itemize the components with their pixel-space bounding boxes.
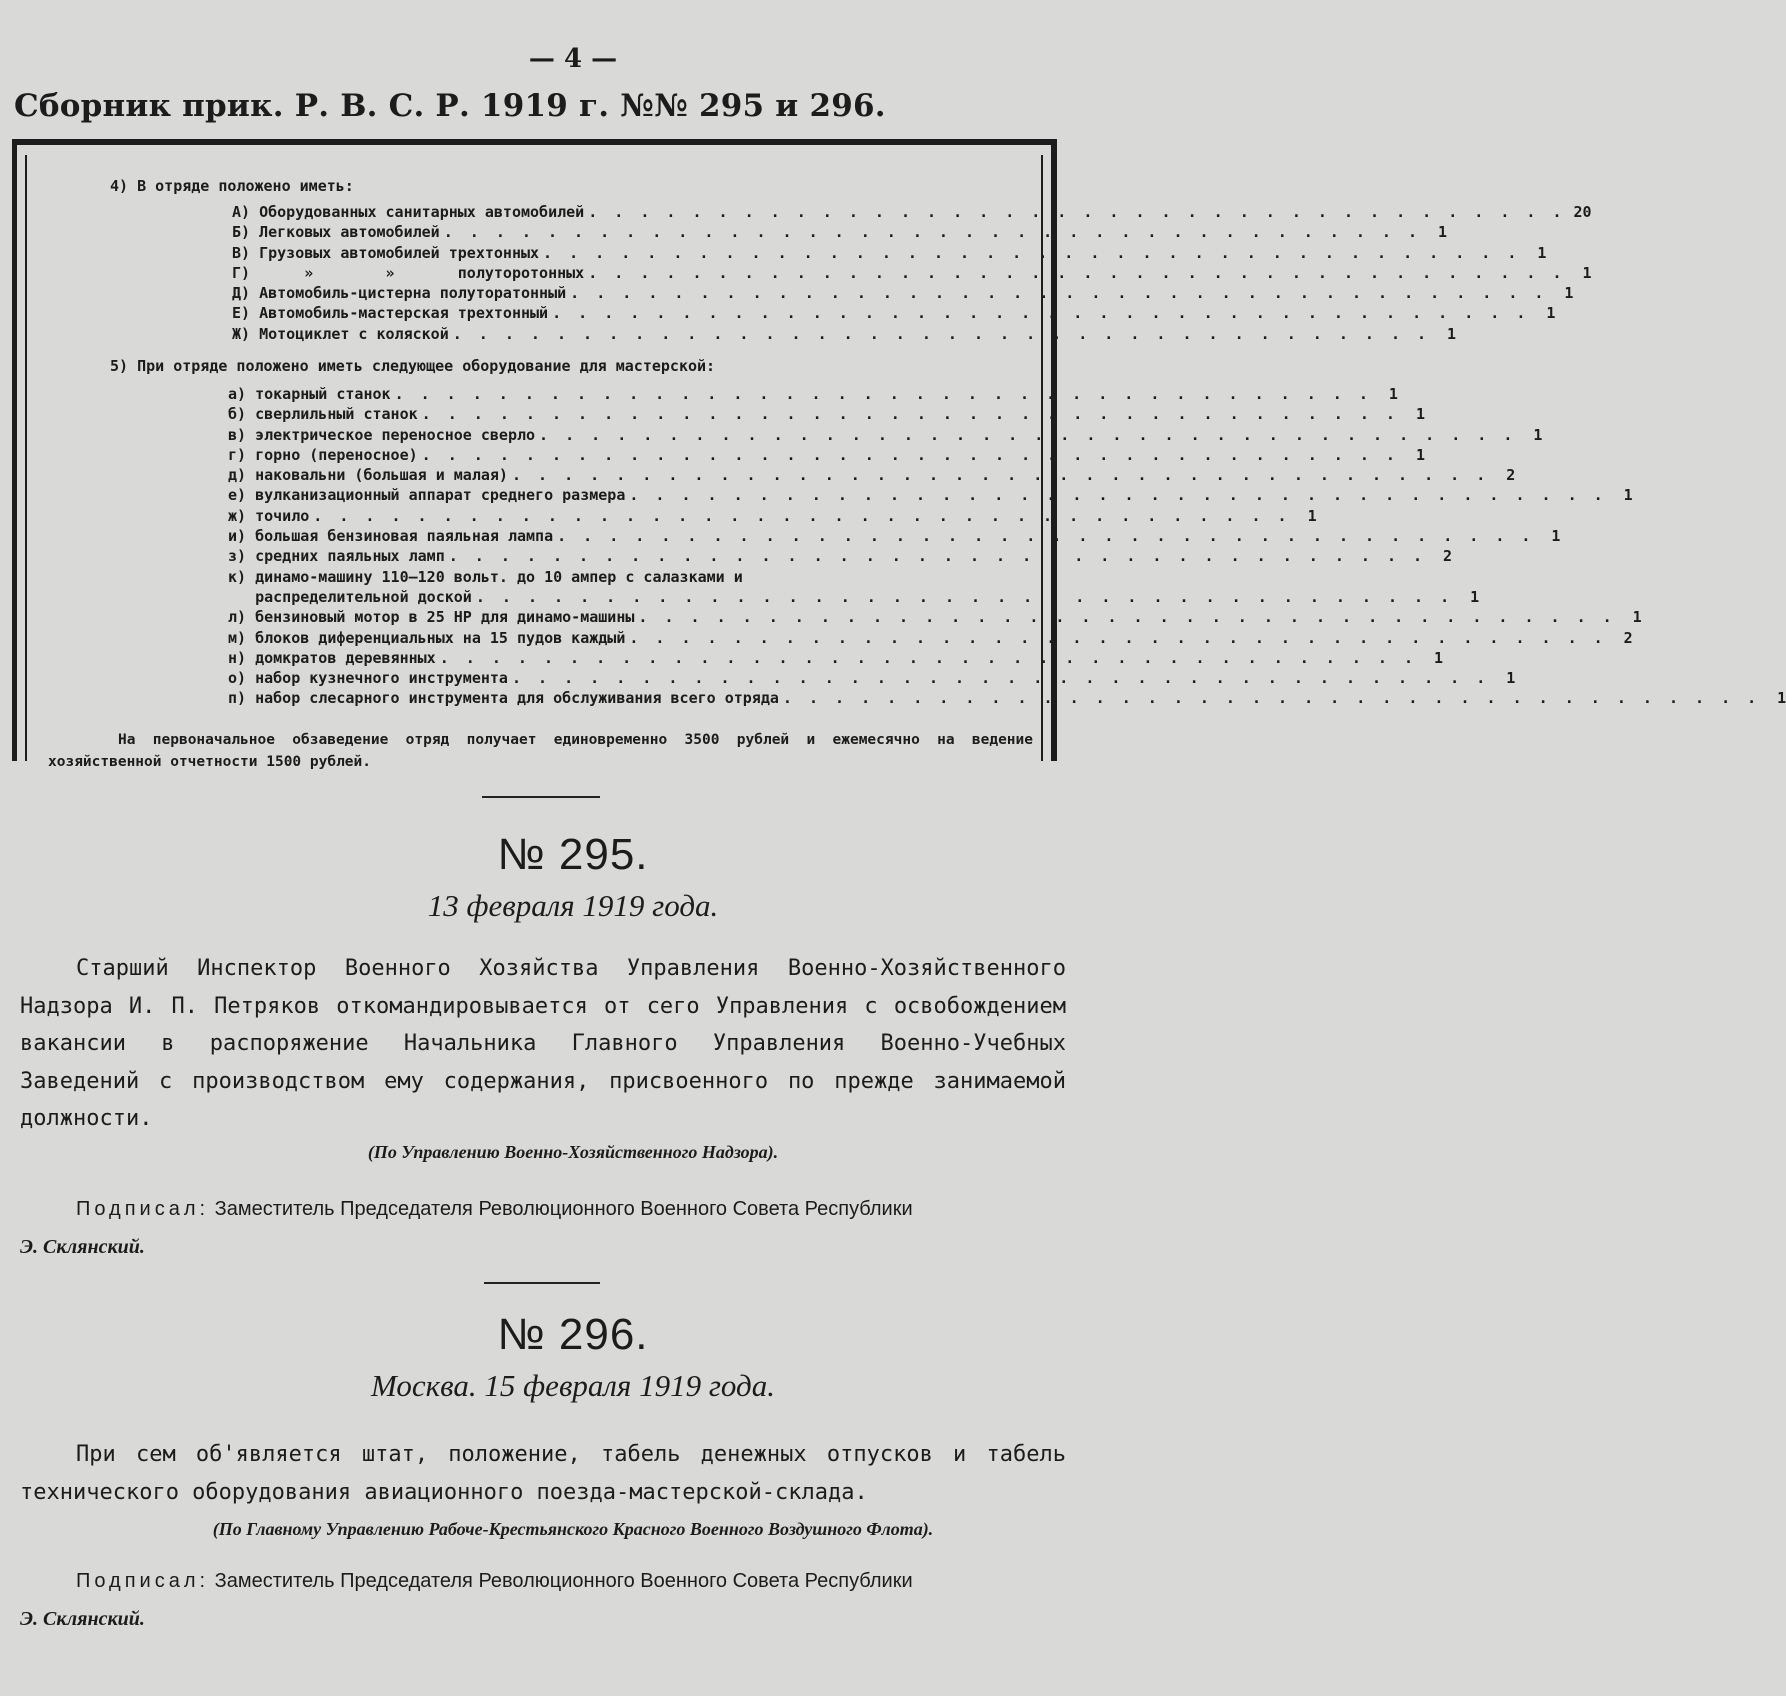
list-item <box>228 567 850 587</box>
divider <box>484 1282 600 1284</box>
order-296-text: При сем об'является штат, положение, табель денежных отпусков и табель технического оборудования авиационного поезда-мастерской-склада. <box>20 1442 1066 1505</box>
dot-leader: . . . . . . . . . . . . . . . . . . . . . . . . . . . . . . . . . . . . . . <box>448 547 1427 566</box>
dot-leader: . . . . . . . . . . . . . . . . . . . . . . . . . . . . . . . . . . . . . . <box>511 466 1490 485</box>
order-296-signed <box>20 1562 1080 1638</box>
list-item <box>228 485 1633 505</box>
section-4-title: 4) В отряде положено иметь: <box>110 177 354 195</box>
signed-title: Заместитель Председателя Революционного Военного Совета Республики <box>214 1570 913 1592</box>
item-name: м) блоков диференциальных на 15 пудов каждый <box>228 628 626 647</box>
item-quantity: 1 <box>1564 284 1574 303</box>
divider <box>482 796 600 798</box>
order-296-number: № 296. <box>497 1310 649 1359</box>
section-5-title: 5) При отряде положено иметь следующее оборудование для мастерской: <box>110 357 716 375</box>
dot-leader: . . . . . . . . . . . . . . . . . . . . . . . . . . . . . . . . . . . . . . <box>421 405 1399 424</box>
item-quantity: 1 <box>1415 405 1425 424</box>
dot-leader: . . . . . . . . . . . . . . . . . . . . . . . . . . . . . . . . . . . . . . <box>539 425 1517 444</box>
list-item <box>232 222 1448 242</box>
item-quantity: 1 <box>1533 425 1543 444</box>
item-name: в) электрическое переносное сверло <box>228 425 536 444</box>
list-item <box>228 404 1425 424</box>
item-name: А) Оборудованных санитарных автомобилей <box>232 203 585 221</box>
item-name: ж) точило <box>228 506 310 525</box>
item-quantity: 1 <box>1506 669 1516 688</box>
item-name: л) бензиновый мотор в 25 НР для динамо-машины <box>228 608 635 627</box>
item-quantity: 1 <box>1537 243 1547 262</box>
signer-name: Э. Склянский. <box>20 1608 145 1630</box>
list-item <box>228 425 1543 445</box>
dot-leader: . . . . . . . . . . . . . . . . . . . . . . . . . . . . . . . . . . . . . . <box>439 648 1418 667</box>
dot-leader: . . . . . . . . . . . . . . . . . . . . . . . . . . . . . . . . . . . . . . <box>638 608 1616 627</box>
dot-leader: . . . . . . . . . . . . . . . . . . . . . . . . . . . . . . . . . . . . . . <box>782 689 1761 708</box>
item-name: распределительной доской <box>228 587 472 606</box>
dot-leader: . . . . . . . . . . . . . . . . . . . . . . . . . . . . . . . . . . . . . . <box>543 243 1521 262</box>
item-name: Г) » » полуторотонных <box>232 263 585 282</box>
dot-leader: . . . . . . . . . . . . . . . . . . . . . . . . . . . . . . . . . . . . . . <box>588 203 1566 221</box>
signed-title: Заместитель Председателя Революционного Военного Совета Республики <box>214 1198 913 1220</box>
list-item <box>228 526 1561 546</box>
item-name: б) сверлильный станок <box>228 405 418 424</box>
item-quantity: 2 <box>1443 547 1453 566</box>
section-5-list <box>228 384 1786 709</box>
item-name: г) горно (переносное) <box>228 445 418 464</box>
list-item <box>228 688 1786 708</box>
item-name: к) динамо-машину 110—120 вольт. до 10 ампер с салазками и <box>228 567 743 586</box>
item-name: о) набор кузнечного инструмента <box>228 669 508 688</box>
signed-label: Подписал: <box>76 1570 210 1592</box>
item-name: з) средних паяльных ламп <box>228 547 445 566</box>
item-quantity: 1 <box>1632 608 1642 627</box>
signed-label: Подписал: <box>76 1198 210 1220</box>
item-quantity: 1 <box>1551 527 1561 546</box>
list-item <box>228 668 1516 688</box>
list-item <box>228 384 1398 404</box>
list-item <box>228 445 1425 465</box>
list-item <box>228 546 1453 566</box>
list-item <box>232 263 1592 283</box>
list-item <box>232 283 1574 303</box>
signer-name: Э. Склянский. <box>20 1236 145 1258</box>
list-item <box>228 465 1516 485</box>
item-quantity: 1 <box>1623 486 1633 505</box>
page-number: — 4 — <box>528 44 618 74</box>
item-quantity: 2 <box>1506 466 1516 485</box>
item-quantity: 2 <box>1623 628 1633 647</box>
box-note: На первоначальное обзаведение отряд получает единовременно 3500 рублей и ежемесячно на ведение хозяйственной отчетности 1500 рублей. <box>48 732 1033 770</box>
dot-leader: . . . . . . . . . . . . . . . . . . . . . . . . . . . . . . . . . . . . . . <box>557 527 1535 546</box>
item-name: д) наковальни (большая и малая) <box>228 466 508 485</box>
list-item <box>232 202 1592 222</box>
order-295-date: 13 февраля 1919 года. <box>427 888 719 923</box>
order-296-date: Москва. 15 февраля 1919 года. <box>371 1368 775 1403</box>
item-name: Б) Легковых автомобилей <box>232 223 440 242</box>
item-quantity: 1 <box>1438 223 1448 242</box>
item-quantity: 1 <box>1307 506 1317 525</box>
item-quantity: 1 <box>1388 385 1398 403</box>
dot-leader: . . . . . . . . . . . . . . . . . . . . . . . . . . . . . . . . . . . . . . <box>452 324 1431 343</box>
dot-leader: . . . . . . . . . . . . . . . . . . . . . . . . . . . . . . . . . . . . . . <box>394 385 1372 403</box>
order-296-source: (По Главному Управлению Рабоче-Крестьянского Красного Военного Воздушного Флота). <box>212 1519 934 1539</box>
item-name: а) токарный станок <box>228 385 391 403</box>
item-quantity: 1 <box>1470 587 1480 606</box>
item-name: Е) Автомобиль-мастерская трехтонный <box>232 304 549 323</box>
item-name: е) вулканизационный аппарат среднего размера <box>228 486 626 505</box>
list-item <box>228 628 1633 648</box>
item-name: Ж) Мотоциклет с коляской <box>232 324 449 343</box>
section-4-list <box>232 202 1592 344</box>
list-item <box>228 587 1480 607</box>
dot-leader: . . . . . . . . . . . . . . . . . . . . . . . . . . . . . . . . . . . . . . <box>588 263 1566 282</box>
list-item <box>228 506 1317 526</box>
dot-leader: . . . . . . . . . . . . . . . . . . . . . . . . . . . . . . . . . . . . . . <box>552 304 1530 323</box>
dot-leader: . . . . . . . . . . . . . . . . . . . . . . . . . . . . . . . . . . . . . . <box>570 284 1548 303</box>
running-title: Сборник прик. Р. В. С. Р. 1919 г. №№ 295 и 296. <box>14 88 886 124</box>
item-quantity: 1 <box>1582 263 1592 282</box>
order-295-number: № 295. <box>497 830 649 879</box>
item-name: Д) Автомобиль-цистерна полуторатонный <box>232 284 567 303</box>
dot-leader: . . . . . . . . . . . . . . . . . . . . . . . . . . . . . . . . . . . . . . <box>443 223 1422 242</box>
item-quantity: 1 <box>1434 648 1444 667</box>
item-quantity: 1 <box>1777 689 1786 708</box>
item-quantity: 1 <box>1415 445 1425 464</box>
order-295-signed <box>20 1190 1080 1266</box>
dot-leader: . . . . . . . . . . . . . . . . . . . . . . . . . . . . . . . . . . . . . . <box>629 628 1607 647</box>
list-item <box>228 648 1444 668</box>
item-name: п) набор слесарного инструмента для обслуживания всего отряда <box>228 689 779 708</box>
list-item <box>228 607 1642 627</box>
dot-leader: . . . . . . . . . . . . . . . . . . . . . . . . . . . . . . . . . . . . . . <box>475 587 1454 606</box>
item-quantity: 1 <box>1447 324 1457 343</box>
item-quantity: 20 <box>1573 203 1592 221</box>
item-quantity: 1 <box>1546 304 1556 323</box>
order-295-text: Старший Инспектор Военного Хозяйства Управления Военно-Хозяйственного Надзора И. П. Петряков откомандировывается от сего Управления с освобождением вакансии в распоряжение Начальника Главного Управления Военно-Учебных Заведений с производством ему содержания, присвоенного по прежде занимаемой должности. <box>20 956 1066 1131</box>
item-name: и) большая бензиновая паяльная лампа <box>228 527 554 546</box>
list-item <box>232 243 1547 263</box>
dot-leader: . . . . . . . . . . . . . . . . . . . . . . . . . . . . . . . . . . . . . . <box>313 506 1291 525</box>
dot-leader: . . . . . . . . . . . . . . . . . . . . . . . . . . . . . . . . . . . . . . <box>421 445 1399 464</box>
dot-leader: . . . . . . . . . . . . . . . . . . . . . . . . . . . . . . . . . . . . . . <box>511 669 1490 688</box>
item-name: В) Грузовых автомобилей трехтонных <box>232 243 540 262</box>
list-item <box>232 303 1556 323</box>
dot-leader: . . . . . . . . . . . . . . . . . . . . . . . . . . . . . . . . . . . . . . <box>629 486 1607 505</box>
order-295-source: (По Управлению Военно-Хозяйственного Надзора). <box>367 1142 779 1162</box>
item-name: н) домкратов деревянных <box>228 648 436 667</box>
list-item <box>232 324 1457 344</box>
